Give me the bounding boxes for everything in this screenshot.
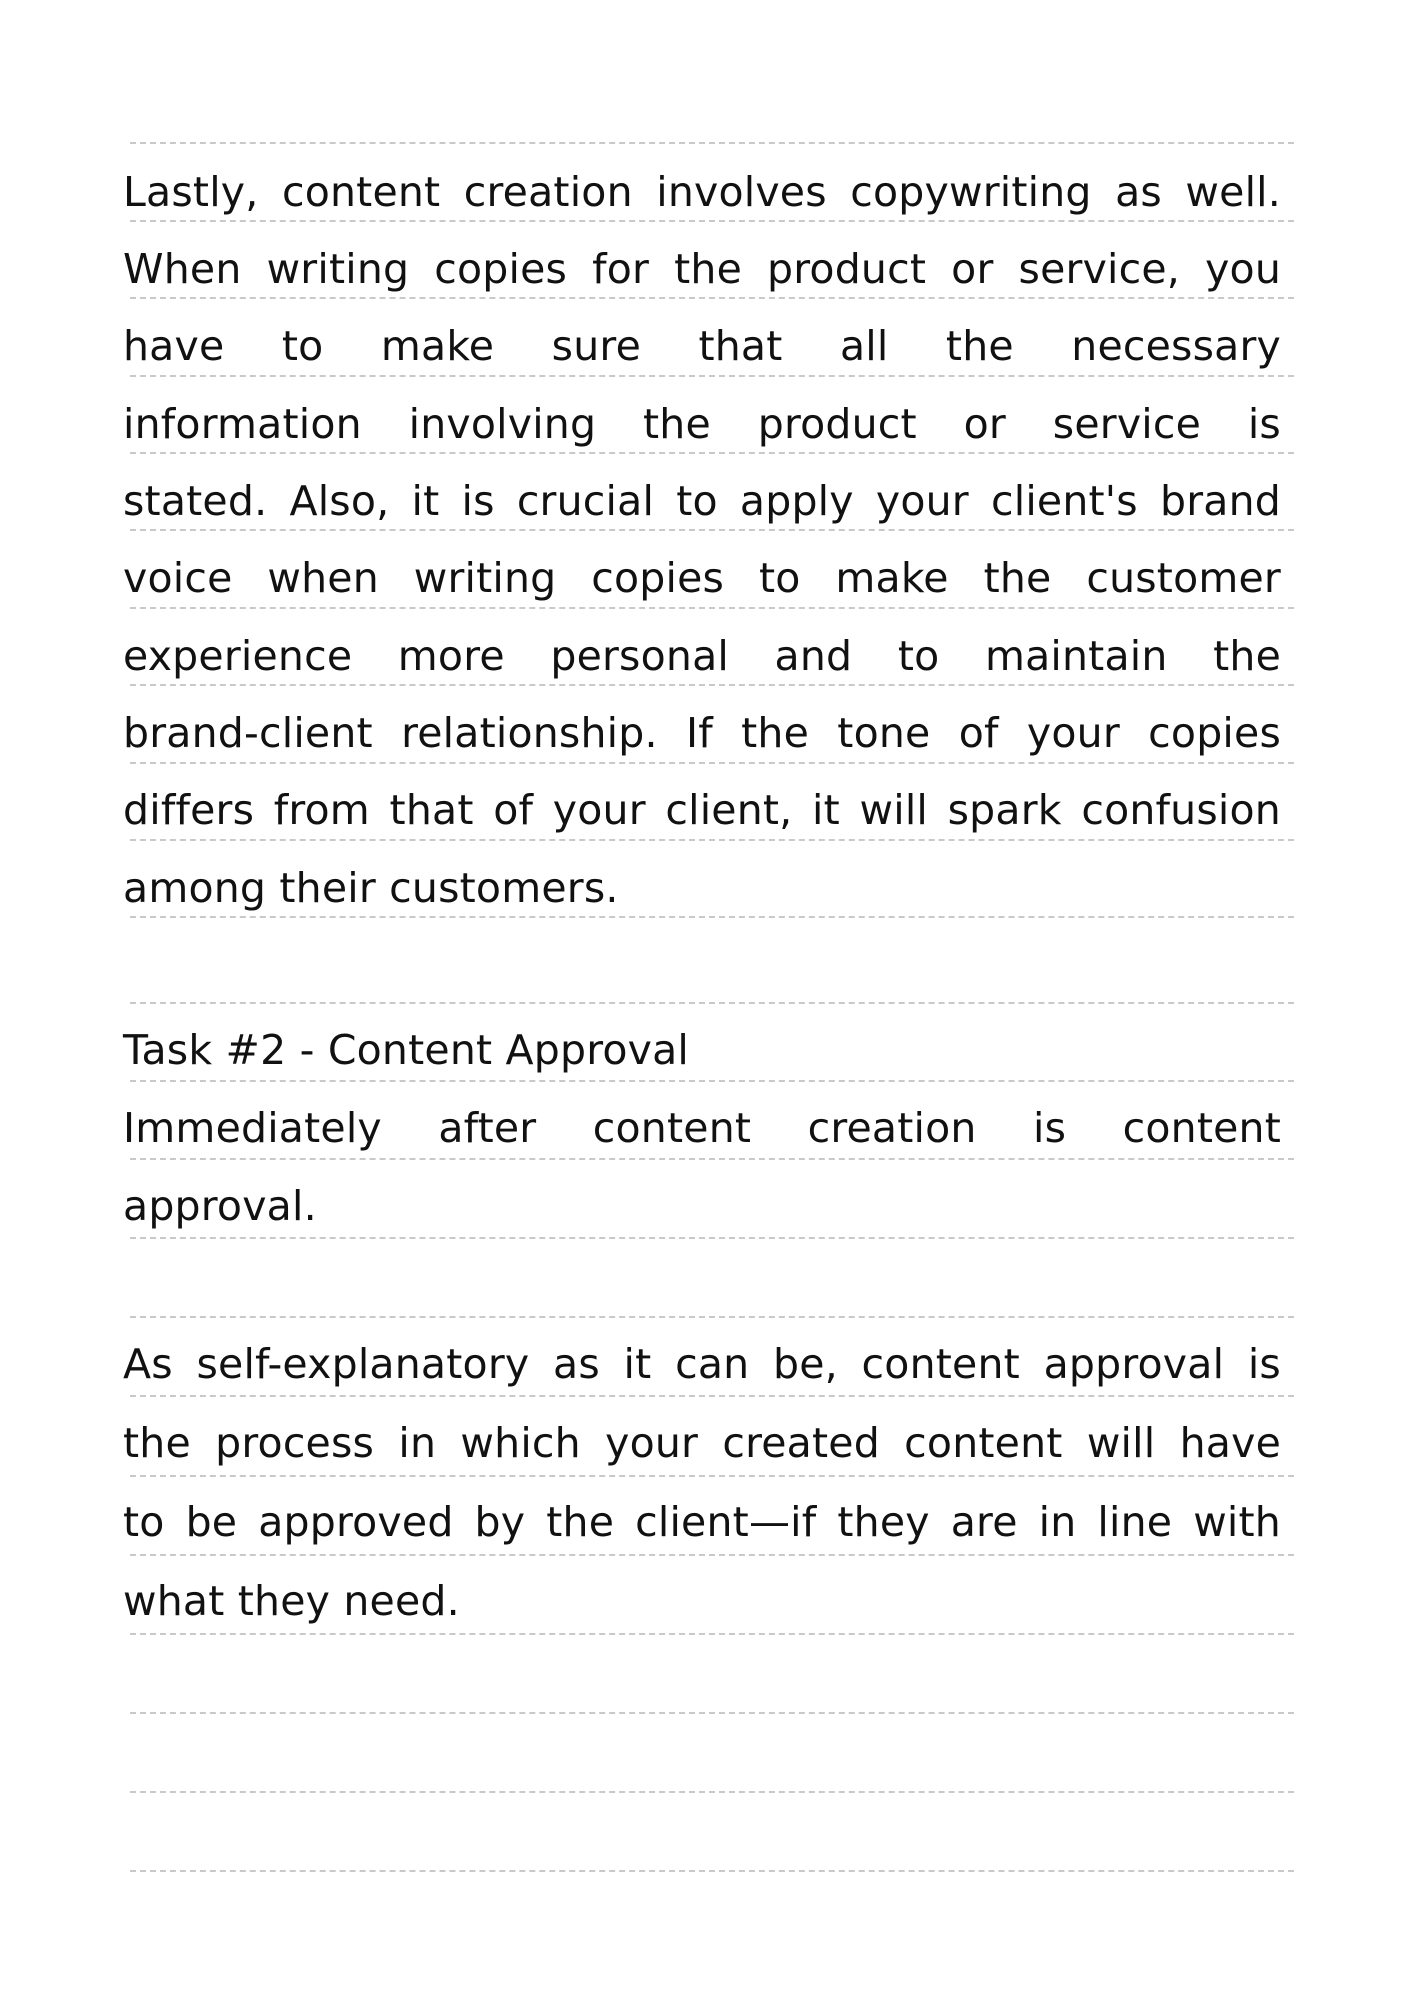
ruled-line bbox=[130, 1316, 1294, 1318]
text-line: stated. Also, it is crucial to apply your client's brand bbox=[123, 477, 1281, 525]
text-line: have to make sure that all the necessary bbox=[123, 322, 1281, 370]
ruled-line bbox=[130, 1712, 1294, 1714]
ruled-line bbox=[130, 1633, 1294, 1635]
text-line: voice when writing copies to make the customer bbox=[123, 554, 1281, 602]
ruled-line bbox=[130, 1237, 1294, 1239]
ruled-line bbox=[130, 142, 1294, 144]
ruled-line bbox=[130, 1080, 1294, 1082]
text-line: As self-explanatory as it can be, content approval is bbox=[123, 1340, 1281, 1388]
text-line: differs from that of your client, it will spark confusion bbox=[123, 786, 1281, 834]
ruled-line bbox=[130, 1002, 1294, 1004]
text-line: When writing copies for the product or service, you bbox=[123, 245, 1281, 293]
task-heading: Task #2 - Content Approval bbox=[123, 1026, 690, 1074]
text-line: Immediately after content creation is content bbox=[123, 1104, 1281, 1152]
text-line: among their customers. bbox=[123, 864, 619, 912]
ruled-line bbox=[130, 1158, 1294, 1160]
text-line: Lastly, content creation involves copywriting as well. bbox=[123, 168, 1281, 216]
ruled-line bbox=[130, 1475, 1294, 1477]
ruled-line bbox=[130, 1554, 1294, 1556]
text-line: approval. bbox=[123, 1182, 317, 1230]
text-line: what they need. bbox=[123, 1577, 460, 1625]
text-line: to be approved by the client—if they are in line with bbox=[123, 1498, 1281, 1546]
text-line: the process in which your created content will have bbox=[123, 1419, 1281, 1467]
text-line: experience more personal and to maintain the bbox=[123, 632, 1281, 680]
text-line: brand-client relationship. If the tone of your copies bbox=[123, 709, 1281, 757]
ruled-line bbox=[130, 1791, 1294, 1793]
text-line: information involving the product or service is bbox=[123, 400, 1281, 448]
ruled-line bbox=[130, 1395, 1294, 1397]
ruled-line bbox=[130, 1870, 1294, 1872]
